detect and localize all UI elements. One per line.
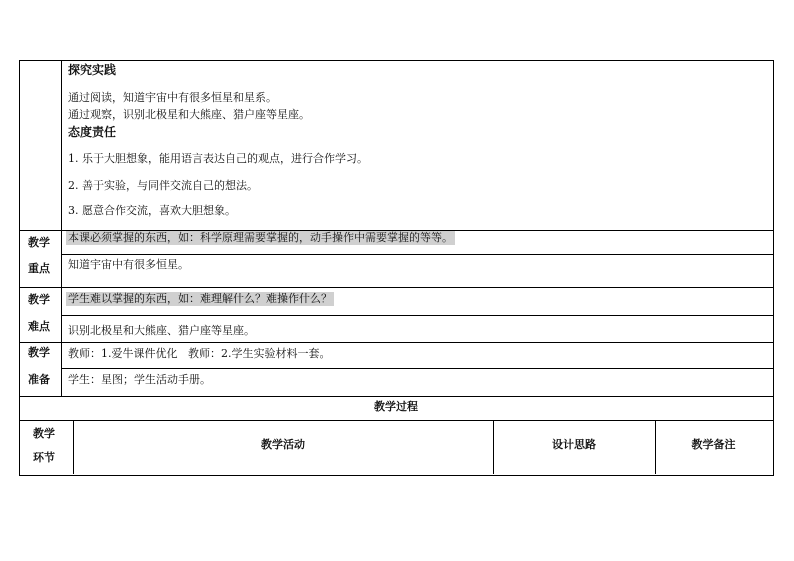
row-divider <box>19 396 773 397</box>
key-points-label: 教学 <box>28 236 50 249</box>
stage-label: 环节 <box>33 451 55 464</box>
practice-item: 通过阅读，知道宇宙中有很多恒星和星系。 <box>68 91 277 104</box>
row-divider <box>61 368 773 369</box>
stage-label: 教学 <box>33 427 55 440</box>
preparation-student: 学生：星图；学生活动手册。 <box>68 373 211 386</box>
difficulties-hint: 学生难以掌握的东西，如：难理解什么？难操作什么？ <box>68 292 332 305</box>
preparation-label: 准备 <box>28 373 50 386</box>
row-divider <box>61 254 773 255</box>
attitude-item: 2. 善于实验，与同伴交流自己的想法。 <box>68 179 258 192</box>
row-divider <box>19 287 773 288</box>
difficulties-label: 难点 <box>28 320 50 333</box>
key-points-content: 知道宇宙中有很多恒星。 <box>68 258 189 271</box>
preparation-label: 教学 <box>28 346 50 359</box>
label-column-divider <box>61 60 62 396</box>
row-divider <box>19 342 773 343</box>
design-column-header: 设计思路 <box>552 438 596 451</box>
attitude-heading: 态度责任 <box>68 125 117 139</box>
practice-item: 通过观察，识别北极星和大熊座、猎户座等星座。 <box>68 108 310 121</box>
process-title: 教学过程 <box>374 400 418 413</box>
attitude-item: 3. 愿意合作交流，喜欢大胆想象。 <box>68 204 236 217</box>
difficulties-content: 识别北极星和大熊座、猎户座等星座。 <box>68 324 255 337</box>
practice-heading: 探究实践 <box>68 63 117 77</box>
preparation-teacher: 教师：1.爱牛课件优化 教师：2.学生实验材料一套。 <box>68 347 331 360</box>
row-divider <box>61 315 773 316</box>
row-divider <box>19 420 773 421</box>
difficulties-label: 教学 <box>28 293 50 306</box>
attitude-item: 1. 乐于大胆想象，能用语言表达自己的观点，进行合作学习。 <box>68 152 368 165</box>
notes-column-header: 教学备注 <box>691 438 736 451</box>
key-points-label: 重点 <box>28 262 50 275</box>
activity-column-header: 教学活动 <box>261 438 305 451</box>
key-points-hint: 本课必须掌握的东西，如：科学原理需要掌握的，动手操作中需要掌握的等等。 <box>68 231 453 244</box>
